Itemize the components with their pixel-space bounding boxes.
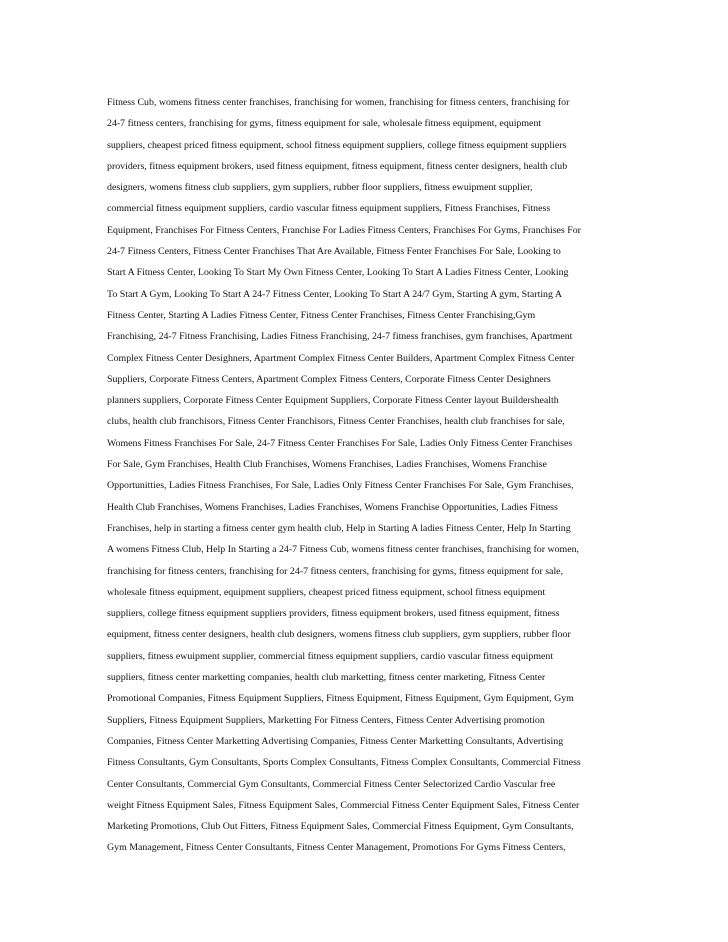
text-line: Fitness Center, Starting A Ladies Fitness Center, Fitness Center Franchises, Fitness Center Franchising,Gym [107,309,536,321]
text-line: weight Fitness Equipment Sales, Fitness Equipment Sales, Commercial Fitness Center Equipment Sales, Fitness Center [107,799,580,811]
text-line: Opportunitties, Ladies Fitness Franchises, For Sale, Ladies Only Fitness Center Franchises For Sale, Gym Franchises, [107,480,574,492]
text-line: Health Club Franchises, Womens Franchises, Ladies Franchises, Womens Franchise Opportunities, Ladies Fitness [107,501,558,513]
text-line: Marketing Promotions, Club Out Fitters, Fitness Equipment Sales, Commercial Fitness Equipment, Gym Consultants, [107,821,574,833]
text-line: Womens Fitness Franchises For Sale, 24-7 Fitness Center Franchises For Sale, Ladies Only Fitness Center Franchises [107,437,573,449]
text-line: Gym Management, Fitness Center Consultants, Fitness Center Management, Promotions For Gyms Fitness Centers, [107,842,566,854]
text-line: commercial fitness equipment suppliers, cardio vascular fitness equipment suppliers, Fitness Franchises, Fitness [107,203,551,215]
text-line: Start A Fitness Center, Looking To Start My Own Fitness Center, Looking To Start A Ladies Fitness Center, Looking [107,267,569,279]
text-line: Franchises, help in starting a fitness center gym health club, Help in Starting A ladies Fitness Center, Help In Starting [107,522,571,534]
text-line: franchising for fitness centers, franchising for 24-7 fitness centers, franchising for gyms, fitness equipment for sale, [107,565,564,577]
text-line: 24-7 Fitness Centers, Fitness Center Franchises That Are Available, Fitness Fenter Franchises For Sale, Looking to [107,246,561,258]
text-line: providers, fitness equipment brokers, used fitness equipment, fitness equipment, fitness center designers, health club [107,160,568,172]
text-line: suppliers, fitness center marketting companies, health club marketting, fitness center marketing, Fitness Center [107,672,546,684]
text-line: suppliers, college fitness equipment suppliers providers, fitness equipment brokers, used fitness equipment, fitness [107,608,560,620]
text-line: For Sale, Gym Franchises, Health Club Franchises, Womens Franchises, Ladies Franchises, Womens Franchise [107,459,547,471]
text-line: To Start A Gym, Looking To Start A 24-7 Fitness Center, Looking To Start A 24/7 Gym, Starting A gym, Starting A [107,288,562,300]
text-line: Franchising, 24-7 Fitness Franchising, Ladies Fitness Franchising, 24-7 fitness franchises, gym franchises, Apartment [107,331,573,343]
text-line: Companies, Fitness Center Marketting Advertising Companies, Fitness Center Marketting Consultants, Advertising [107,735,564,747]
text-line: A womens Fitness Club, Help In Starting a 24-7 Fitness Cub, womens fitness center franchises, franchising for women, [107,544,580,556]
body-text [107,92,627,859]
text-line: suppliers, cheapest priced fitness equipment, school fitness equipment suppliers, college fitness equipment suppliers [107,139,567,151]
text-line: Fitness Cub, womens fitness center franchises, franchising for women, franchising for fitness centers, franchising for [107,97,570,108]
text-line: planners suppliers, Corporate Fitness Center Equipment Suppliers, Corporate Fitness Center layout Buildershealth [107,395,559,407]
text-line: Equipment, Franchises For Fitness Centers, Franchise For Ladies Fitness Centers, Franchises For Gyms, Franchises For [107,224,581,236]
text-line: Suppliers, Corporate Fitness Centers, Apartment Complex Fitness Centers, Corporate Fitness Center Desighners [107,373,551,385]
text-line: Suppliers, Fitness Equipment Suppliers, Marketting For Fitness Centers, Fitness Center Advertising promotion [107,714,545,726]
text-line: Center Consultants, Commercial Gym Consultants, Commercial Fitness Center Selectorized Cardio Vascular free [107,778,556,790]
text-line: designers, womens fitness club suppliers, gym suppliers, rubber floor suppliers, fitness ewuipment supplier, [107,182,533,194]
text-line: clubs, health club franchisors, Fitness Center Franchisors, Fitness Center Franchises, health club franchises for sale, [107,416,565,428]
text-line: equipment, fitness center designers, health club designers, womens fitness club suppliers, gym suppliers, rubber floor [107,629,571,641]
text-line: 24-7 fitness centers, franchising for gyms, fitness equipment for sale, wholesale fitness equipment, equipment [107,118,542,130]
text-line: wholesale fitness equipment, equipment suppliers, cheapest priced fitness equipment, school fitness equipment [107,586,546,598]
text-line: Complex Fitness Center Desighners, Apartment Complex Fitness Center Builders, Apartment Complex Fitness Center [107,352,575,364]
text-line: suppliers, fitness ewuipment supplier, commercial fitness equipment suppliers, cardio vascular fitness equipment [107,650,554,662]
text-line: Promotional Companies, Fitness Equipment Suppliers, Fitness Equipment, Fitness Equipment, Gym Equipment, Gym [107,693,574,705]
text-line: Fitness Consultants, Gym Consultants, Sports Complex Consultants, Fitness Complex Consultants, Commercial Fitness [107,757,581,769]
